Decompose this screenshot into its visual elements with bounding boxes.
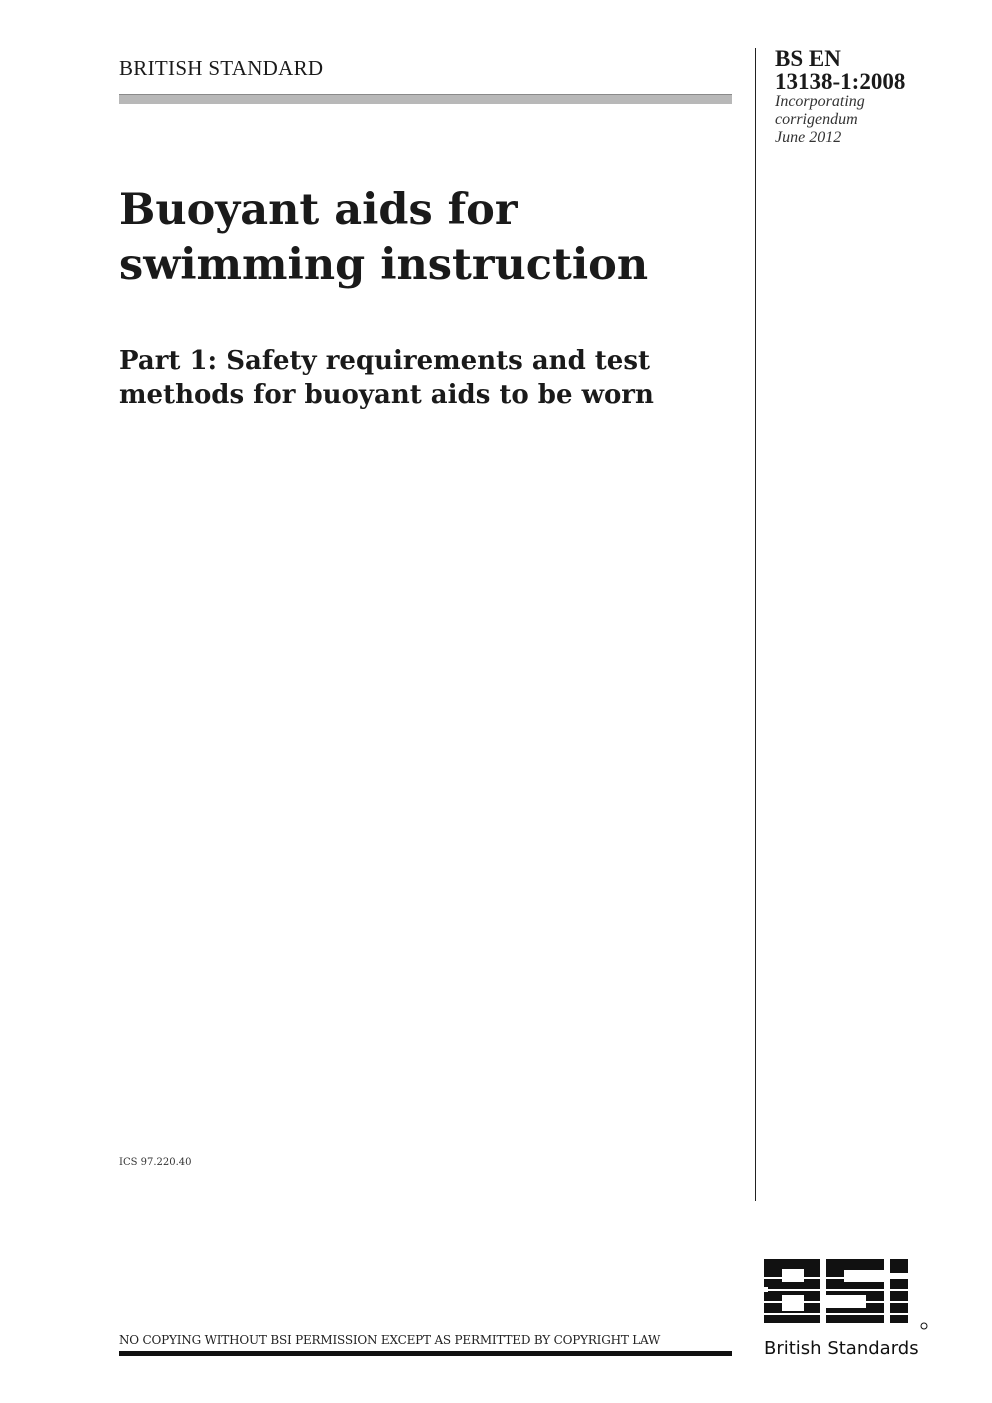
footer-rule: [119, 1351, 732, 1356]
ics-code: ICS 97.220.40: [119, 1157, 192, 1168]
copyright-notice: NO COPYING WITHOUT BSI PERMISSION EXCEPT AS PERMITTED BY COPYRIGHT LAW: [119, 1333, 661, 1347]
document-subtitle: [119, 344, 739, 412]
amendment-note-line: June 2012: [775, 129, 842, 146]
header-rule: [119, 94, 732, 104]
document-title: [119, 183, 739, 293]
subtitle-line1: Part 1: Safety requirements and test: [119, 346, 650, 376]
subtitle-line2: methods for buoyant aids to be worn: [119, 380, 654, 410]
document-type-label: BRITISH STANDARD: [119, 56, 324, 80]
amendment-note-line: corrigendum: [775, 111, 858, 128]
standard-code-line2: 13138-1:2008: [775, 69, 906, 94]
standard-identifier: [775, 47, 975, 147]
title-line2: swimming instruction: [119, 240, 649, 290]
logo-caption: British Standards: [764, 1338, 919, 1359]
registered-mark-icon: [921, 1323, 927, 1329]
standard-code-line1: BS EN: [775, 46, 841, 71]
amendment-note-line: Incorporating: [775, 93, 865, 110]
title-line1: Buoyant aids for: [119, 185, 518, 235]
sidebar-divider: [755, 48, 756, 1201]
